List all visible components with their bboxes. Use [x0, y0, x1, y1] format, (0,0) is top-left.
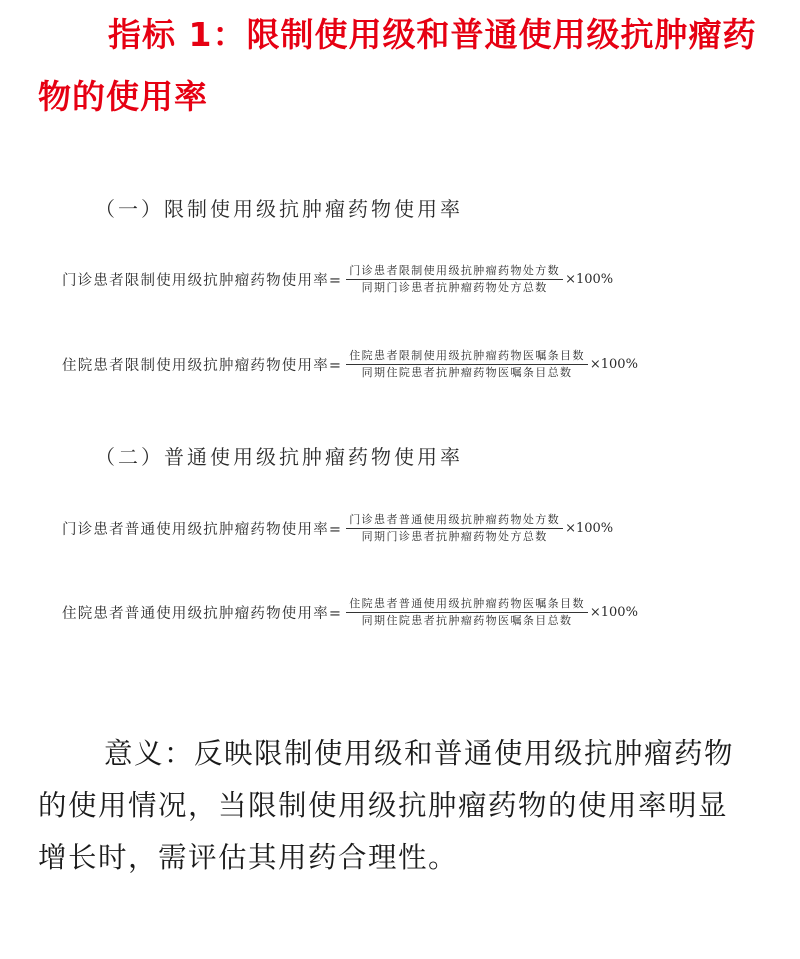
numerator: 门诊患者普通使用级抗肿瘤药物处方数	[349, 513, 561, 526]
fraction	[346, 264, 563, 295]
multiplier: ×100%	[565, 521, 614, 536]
fraction	[346, 349, 588, 380]
fraction	[346, 597, 588, 628]
formula-outpatient-general	[62, 513, 613, 544]
denominator: 同期住院患者抗肿瘤药物医嘱条目总数	[361, 366, 573, 379]
denominator: 同期住院患者抗肿瘤药物医嘱条目总数	[361, 614, 573, 627]
formula-outpatient-restricted	[62, 264, 613, 295]
numerator: 住院患者限制使用级抗肿瘤药物医嘱条目数	[349, 349, 585, 362]
numerator: 住院患者普通使用级抗肿瘤药物医嘱条目数	[349, 597, 585, 610]
significance-paragraph: 意义：反映限制使用级和普通使用级抗肿瘤药物的使用情况，当限制使用级抗肿瘤药物的使用率明显增长时，需评估其用药合理性。	[38, 737, 735, 874]
multiplier: ×100%	[565, 272, 614, 287]
numerator: 门诊患者限制使用级抗肿瘤药物处方数	[349, 264, 561, 277]
formula-lhs: 门诊患者限制使用级抗肿瘤药物使用率=	[62, 273, 343, 289]
fraction-bar	[346, 279, 563, 280]
formula-lhs: 门诊患者普通使用级抗肿瘤药物使用率=	[62, 522, 343, 538]
page-title: 指标 1：限制使用级和普通使用级抗肿瘤药物的使用率	[38, 15, 757, 116]
fraction-bar	[346, 612, 588, 613]
multiplier: ×100%	[589, 357, 638, 372]
formula-lhs: 住院患者限制使用级抗肿瘤药物使用率=	[62, 358, 343, 374]
formula-lhs: 住院患者普通使用级抗肿瘤药物使用率=	[62, 606, 343, 622]
section-heading-restricted: （一）限制使用级抗肿瘤药物使用率	[95, 197, 463, 221]
fraction-bar	[346, 528, 563, 529]
denominator: 同期门诊患者抗肿瘤药物处方总数	[361, 530, 548, 543]
fraction-bar	[346, 364, 588, 365]
fraction	[346, 513, 563, 544]
formula-inpatient-general	[62, 597, 638, 628]
denominator: 同期门诊患者抗肿瘤药物处方总数	[361, 281, 548, 294]
formula-inpatient-restricted	[62, 349, 638, 380]
multiplier: ×100%	[589, 605, 638, 620]
section-heading-general: （二）普通使用级抗肿瘤药物使用率	[95, 445, 463, 469]
